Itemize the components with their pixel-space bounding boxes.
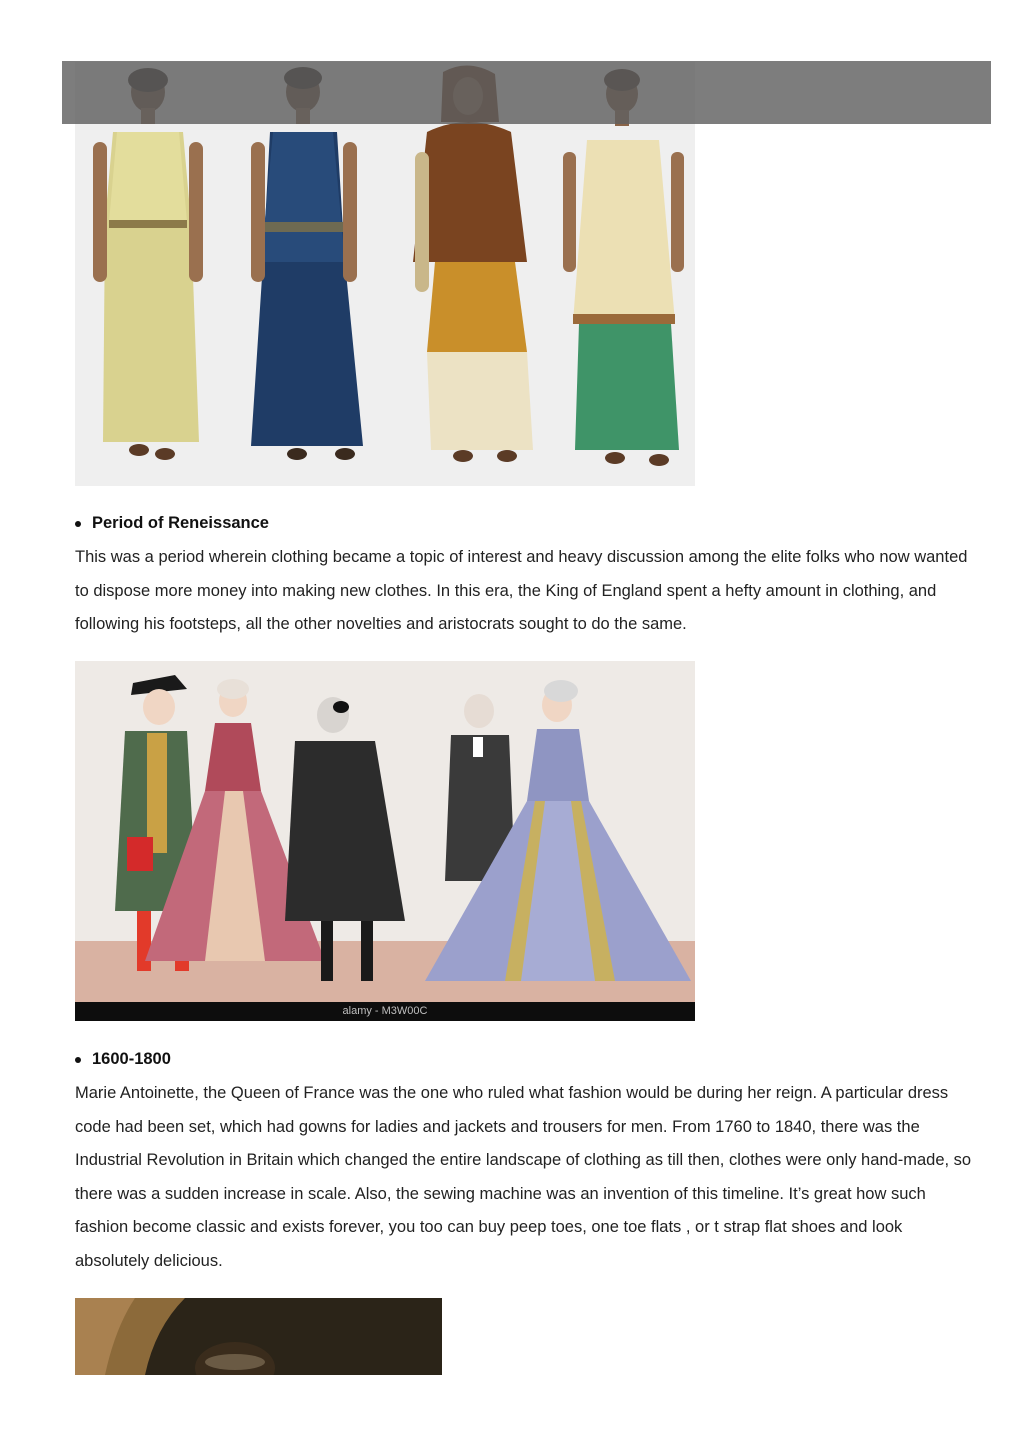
- section-paragraph-1600-1800: Marie Antoinette, the Queen of France was the one who ruled what fashion would be during her reign. A particular dress code had been set, which had gowns for ladies and jackets and trousers for men. From 1760 to 1840, there was the Industrial Revolution in Britain which changed the entire landscape of clothing as till then, clothes were only hand-made, so there was a sudden increase in scale. Also, the sewing machine was an invention of this timeline. It’s great how such fashion become classic and exists forever, you too can buy peep toes, one toe flats , or t strap flat shoes and look absolutely delicious.: [75, 1084, 972, 1270]
- section-paragraph-renaissance: This was a period wherein clothing became a topic of interest and heavy discussion among the elite folks who now wanted to dispose more money into making new clothes. In this era, the King of England spent a hefty amount in clothing, and following his footsteps, all the other novelties and aristocrats sought to do the same.: [75, 548, 968, 633]
- bullet-icon: [75, 1057, 81, 1063]
- ancient-dress-illustration: [75, 62, 695, 486]
- section-heading-text: 1600-1800: [92, 1050, 171, 1068]
- ancient-dress-figure: [75, 62, 695, 486]
- image-overlay-band: [62, 61, 991, 124]
- bullet-icon: [75, 521, 81, 527]
- portrait-painting: [75, 1298, 442, 1375]
- image-caption: alamy - M3W00C: [75, 1002, 695, 1021]
- section-heading-text: Period of Reneissance: [92, 514, 269, 532]
- portrait-figure: [75, 1298, 442, 1375]
- court-fashion-figure: [75, 661, 695, 1021]
- court-fashion-illustration: [75, 661, 695, 1002]
- section-heading-renaissance: [75, 514, 269, 533]
- section-heading-1600-1800: [75, 1050, 171, 1069]
